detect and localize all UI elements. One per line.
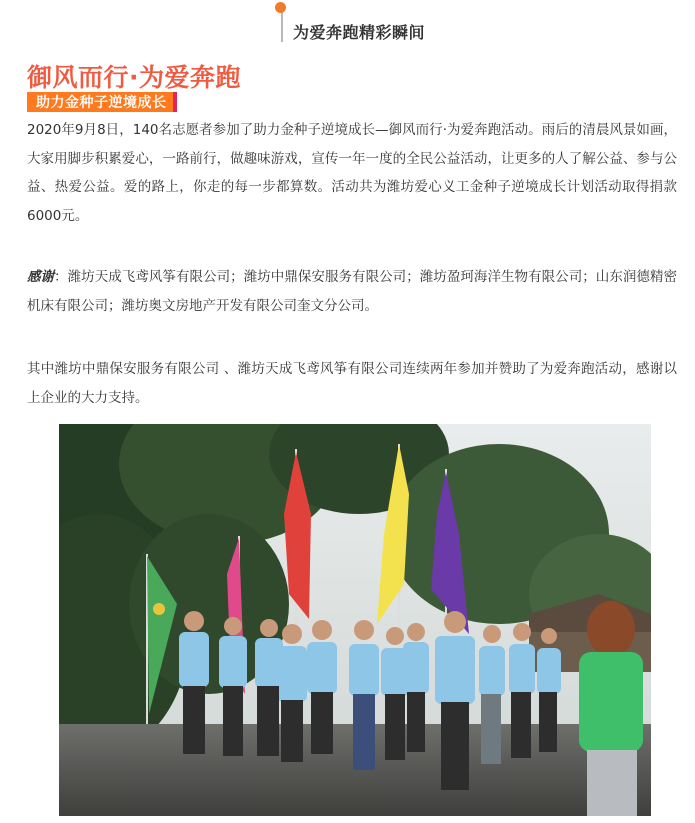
section-header: [0, 0, 695, 50]
thanks-paragraph: [27, 263, 677, 320]
thanks-text: ：潍坊天成飞鸢风筝有限公司；潍坊中鼎保安服务有限公司；潍坊盈珂海洋生物有限公司；山东润德精密机床有限公司；潍坊奥文房地产开发有限公司奎文分公司。: [27, 269, 678, 314]
event-photo-illustration: [59, 424, 651, 816]
sponsor-paragraph: 其中潍坊中鼎保安服务有限公司 、潍坊天成飞鸢风筝有限公司连续两年参加并赞助了为爱奔跑活动，感谢以上企业的大力支持。: [27, 361, 677, 406]
subtitle-accent-bar: [173, 92, 177, 112]
subtitle-banner: [27, 92, 177, 112]
thanks-label: 感谢: [27, 269, 55, 285]
event-photo: [59, 424, 651, 816]
intro-paragraph: 2020年9月8日，140名志愿者参加了助力金种子逆境成长—御风而行·为爱奔跑活动。雨后的清晨风景如画，大家用脚步积累爱心，一路前行，做趣味游戏，宣传一年一度的全民公益活动，让更多的人了解公益、参与公益、热爱公益。爱的路上，你走的每一步都算数。活动共为潍坊爱心义工金种子逆境成长计划活动取得捐款6000元。: [27, 122, 677, 224]
subtitle-text: 助力金种子逆境成长: [36, 95, 167, 111]
header-divider-line: [281, 8, 283, 42]
article-title: 御风而行·为爱奔跑: [27, 63, 241, 92]
section-title: 为爱奔跑精彩瞬间: [293, 23, 426, 42]
header-dot-icon: [275, 2, 286, 13]
